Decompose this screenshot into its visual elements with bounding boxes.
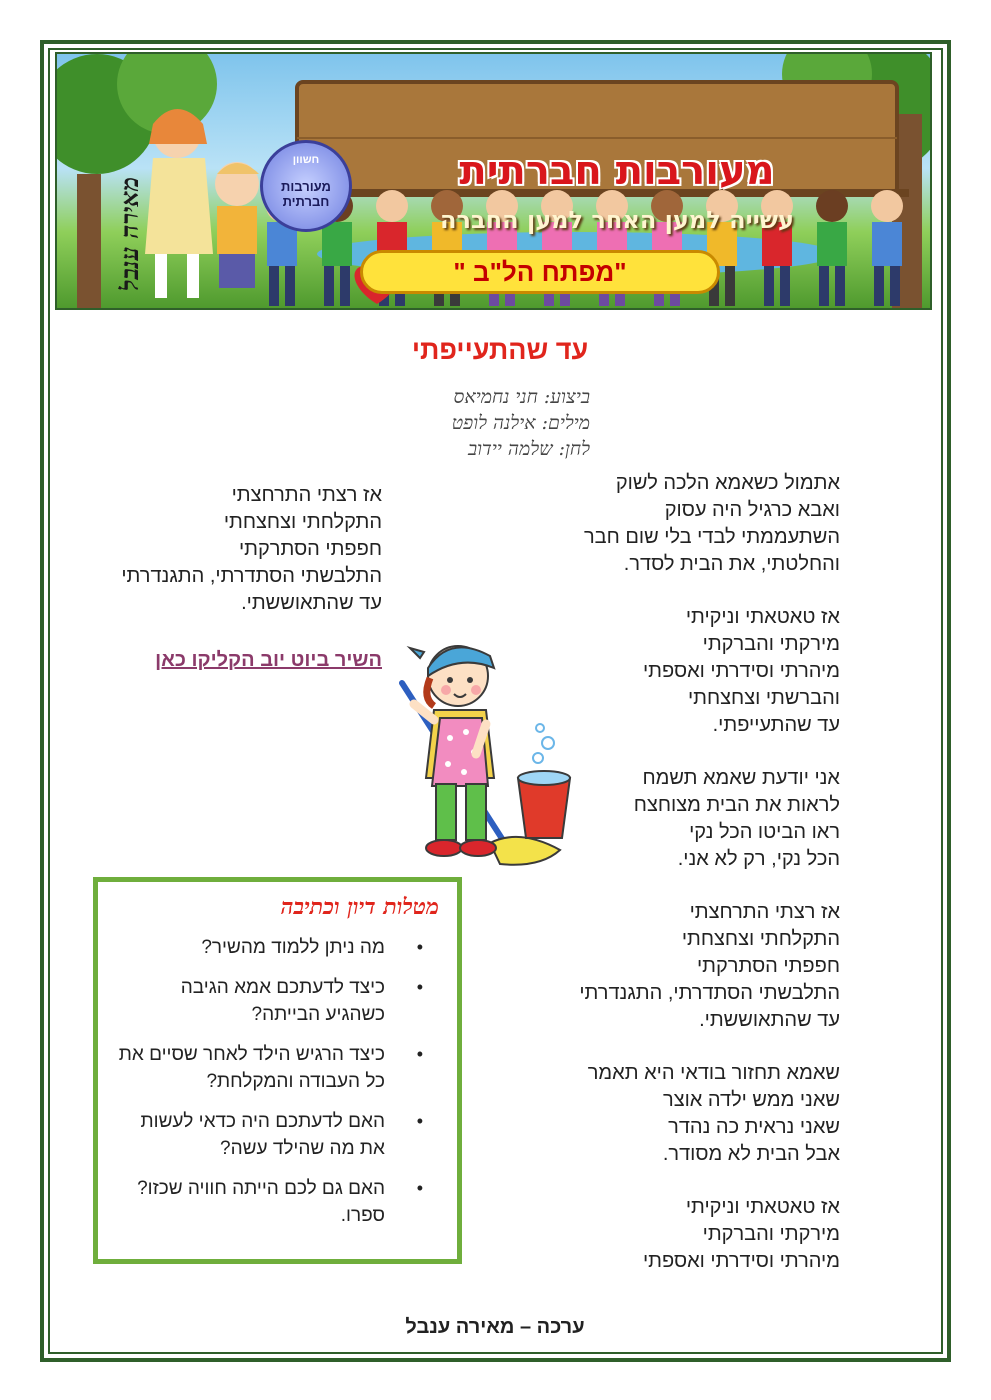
credit-performer: ביצוע: חני נחמיאס — [453, 386, 590, 408]
lyrics-right-column — [500, 470, 840, 1301]
lyric-line: השתעממתי לבדי בלי שום חבר — [583, 526, 840, 548]
discussion-box — [93, 877, 462, 1264]
lyric-line: חפפתי הסתרקתי — [696, 955, 840, 977]
lyric-line: התקלחתי וצחצחתי — [681, 928, 840, 950]
lyric-line: אני יודעת שאמא תשמח — [642, 767, 840, 789]
list-item: • מה ניתן ללמוד מהשיר? — [116, 934, 439, 961]
lyric-line: עד שהתעייפתי. — [712, 714, 840, 736]
stanza — [500, 470, 840, 578]
lyric-line: אבל הבית לא מסודר. — [662, 1143, 840, 1165]
lyric-line: מיהרתי וסידרתי ואספתי — [642, 1250, 840, 1272]
song-credits — [340, 384, 590, 462]
lyric-line: מירקתי והברקתי — [702, 1223, 840, 1245]
lyric-line: ראו הביטו הכל נקי — [689, 821, 840, 843]
lyric-line: חפפתי הסתרקתי — [238, 538, 382, 560]
lyric-line: אז טאטאתי וניקיתי — [685, 1196, 840, 1218]
stanza — [500, 1194, 840, 1275]
lyric-line: מיהרתי וסידרתי ואספתי — [642, 660, 840, 682]
list-item: • האם לדעתכם היה כדאי לעשות את מה שהילד עשה? — [116, 1108, 439, 1162]
stanza — [60, 482, 382, 617]
lyric-line: והברשתי וצחצחתי — [687, 687, 840, 709]
banner-subtitle: עשייה למען האחר למען החברה — [440, 206, 794, 234]
badge-label: מעורבות חברתית — [281, 179, 331, 209]
lyric-line: עד שהתאוששתי. — [241, 592, 382, 614]
lyric-line: שאני ממש ילדה אוצר — [663, 1089, 840, 1111]
discussion-questions — [116, 934, 439, 1229]
lyric-line: התלבשתי הסתדרתי, התגנדרתי — [121, 565, 382, 587]
list-item: • כיצד הרגיש הילד לאחר שסיים את כל העבודה והמקלחת? — [116, 1041, 439, 1095]
youtube-link[interactable]: השיר ביוט יוב הקליקו כאן — [155, 649, 382, 671]
lyric-line: ואבא כרגיל היה עסוק — [664, 499, 840, 521]
lyric-line: אז רצתי התרחצתי — [689, 901, 840, 923]
cleaning-girl-illustration — [390, 628, 580, 873]
lyric-line: אתמול כשאמא הלכה לשוק — [615, 472, 840, 494]
stanza — [500, 1060, 840, 1168]
stanza — [500, 899, 840, 1034]
badge-top-text: חשוון — [292, 154, 320, 166]
list-item: • האם גם לכם הייתה חוויה שכזו? ספרו. — [116, 1175, 439, 1229]
lyric-line: אז טאטאתי וניקיתי — [685, 606, 840, 628]
list-item: • כיצד לדעתכם אמא הגיבה כשהגיע הבייתה? — [116, 974, 439, 1028]
song-title: עד שהתעייפתי — [411, 335, 589, 365]
lyric-line: הכל נקי, רק לא אני. — [677, 848, 840, 870]
discussion-title: מטלות דיון וכתיבה — [280, 894, 439, 920]
credit-lyrics: מילים: אילנה לופט — [451, 412, 590, 434]
lyric-line: אז רצתי התרחצתי — [231, 484, 382, 506]
lyric-line: לראות את הבית מצוחצח — [633, 794, 840, 816]
lyric-line: מירקתי והברקתי — [702, 633, 840, 655]
banner-title: מעורבות חברתית — [459, 148, 775, 194]
lyric-line: התלבשתי הסתדרתי, התגנדרתי — [579, 982, 840, 1004]
key-label: "מפתח הל"ב " — [360, 250, 720, 294]
lyric-line: עד שהתאוששתי. — [699, 1009, 840, 1031]
lyric-line: והחלטתי, את הבית לסדר. — [623, 553, 840, 575]
banner-signature: מאירה ענבל — [115, 176, 144, 292]
lyric-line: שאמא תחזור בודאי היא תאמר — [587, 1062, 840, 1084]
lyric-line: התקלחתי וצחצחתי — [223, 511, 382, 533]
lyric-line: שאני נראית כה נהדר — [668, 1116, 840, 1138]
footer-credit: ערכה – מאירה ענבל — [405, 1316, 585, 1338]
credit-composer: לחן: שלמה יידוב — [468, 438, 590, 460]
lyrics-left-column — [60, 482, 382, 674]
